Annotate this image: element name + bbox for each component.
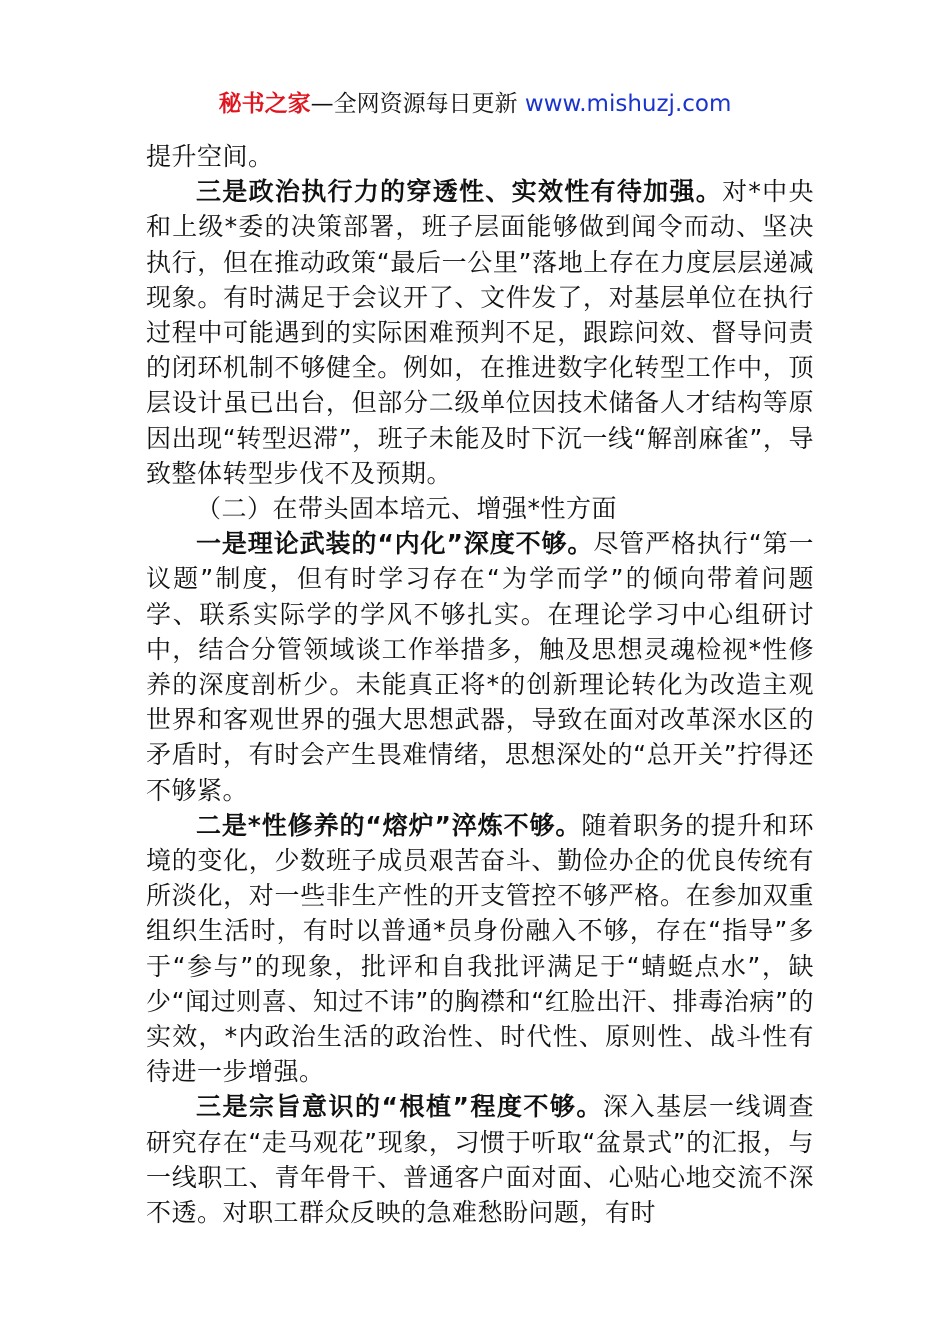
continuation-text: 提升空间。 xyxy=(146,142,274,171)
paragraph-lead: 三是政治执行力的穿透性、实效性有待加强。 xyxy=(196,177,723,207)
section-heading: （二）在带头固本培元、增强*性方面 xyxy=(196,494,618,524)
header-url-link[interactable]: www.mishuzj.com xyxy=(524,91,732,117)
paragraph-purpose xyxy=(146,1089,814,1230)
paragraph-body: 随着职务的提升和环境的变化，少数班子成员艰苦奋斗、勤俭办企的优良传统有所淡化，对一些非生产性的开支管控不够严格。在参加双重组织生活时，有时以普通*员身份融入不够，存在“指导”多于“参与”的现象，批评和自我批评满足于“蜻蜓点水”，缺少“闻过则喜、知过不讳”的胸襟和“红脸出汗、排毒治病”的实效，*内政治生活的政治性、时代性、原则性、战斗性有待进一步增强。 xyxy=(146,810,814,1087)
paragraph-cultivation xyxy=(146,808,814,1090)
document-body xyxy=(146,139,814,1230)
header-tagline: —全网资源每日更新 xyxy=(310,91,518,117)
header-brand: 秘书之家 xyxy=(218,91,311,117)
paragraph-execution xyxy=(146,174,814,491)
paragraph-theory xyxy=(146,526,814,808)
paragraph-lead: 三是宗旨意识的“根植”程度不够。 xyxy=(196,1092,603,1122)
paragraph-body: 对*中央和上级*委的决策部署，班子层面能够做到闻令而动、坚决执行，但在推动政策“最后一公里”落地上存在力度层层递减现象。有时满足于会议开了、文件发了，对基层单位在执行过程中可能遇到的实际困难预判不足，跟踪问效、督导问责的闭环机制不够健全。例如，在推进数字化转型工作中，顶层设计虽已出台，但部分二级单位因技术储备人才结构等原因出现“转型迟滞”，班子未能及时下沉一线“解剖麻雀”，导致整体转型步伐不及预期。 xyxy=(146,177,814,488)
paragraph-body: 深入基层一线调查研究存在“走马观花”现象，习惯于听取“盆景式”的汇报，与一线职工、青年骨干、普通客户面对面、心贴心地交流不深不透。对职工群众反映的急难愁盼问题，有时 xyxy=(146,1092,814,1228)
paragraph-body: 尽管严格执行“第一议题”制度，但有时学习存在“为学而学”的倾向带着问题学、联系实际学的学风不够扎实。在理论学习中心组研讨中，结合分管领域谈工作举措多，触及思想灵魂检视*性修养的深度剖析少。未能真正将*的创新理论转化为改造主观世界和客观世界的强大思想武器，导致在面对改革深水区的矛盾时，有时会产生畏难情绪，思想深处的“总开关”拧得还不够紧。 xyxy=(146,529,814,805)
paragraph-lead: 一是理论武装的“内化”深度不够。 xyxy=(196,529,594,559)
page-header xyxy=(0,88,950,120)
paragraph-lead: 二是*性修养的“熔炉”淬炼不够。 xyxy=(196,810,582,840)
